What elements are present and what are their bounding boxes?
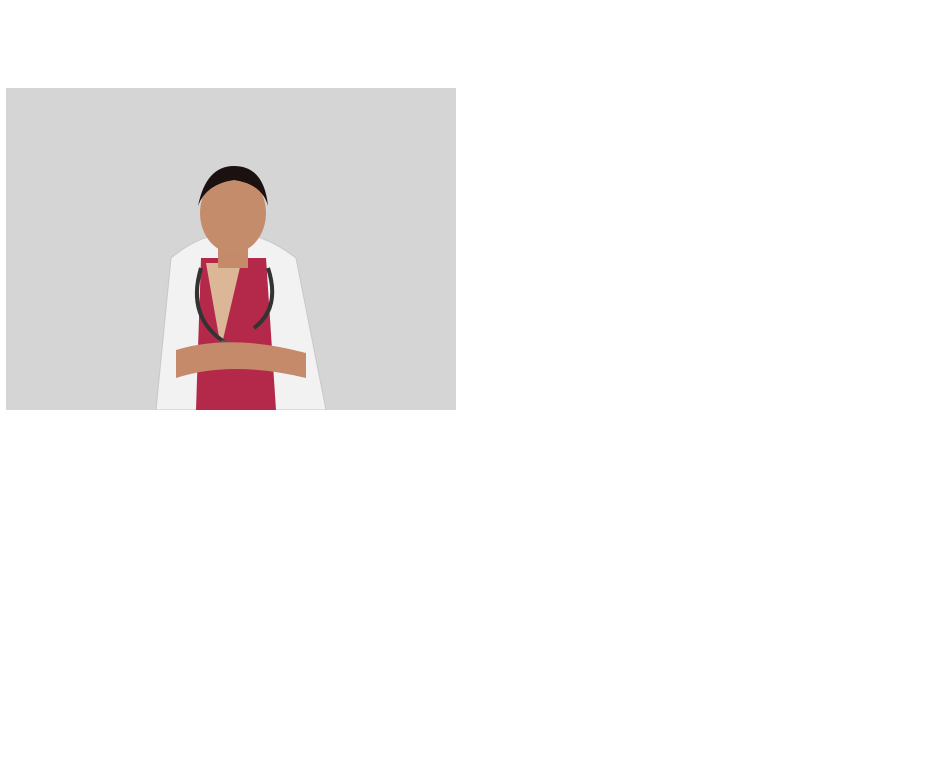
article-headline <box>10 10 927 75</box>
article-body-left <box>6 410 456 778</box>
doctor-photo <box>6 88 456 410</box>
article-body-right <box>480 205 920 780</box>
byline-subheading <box>470 118 925 204</box>
